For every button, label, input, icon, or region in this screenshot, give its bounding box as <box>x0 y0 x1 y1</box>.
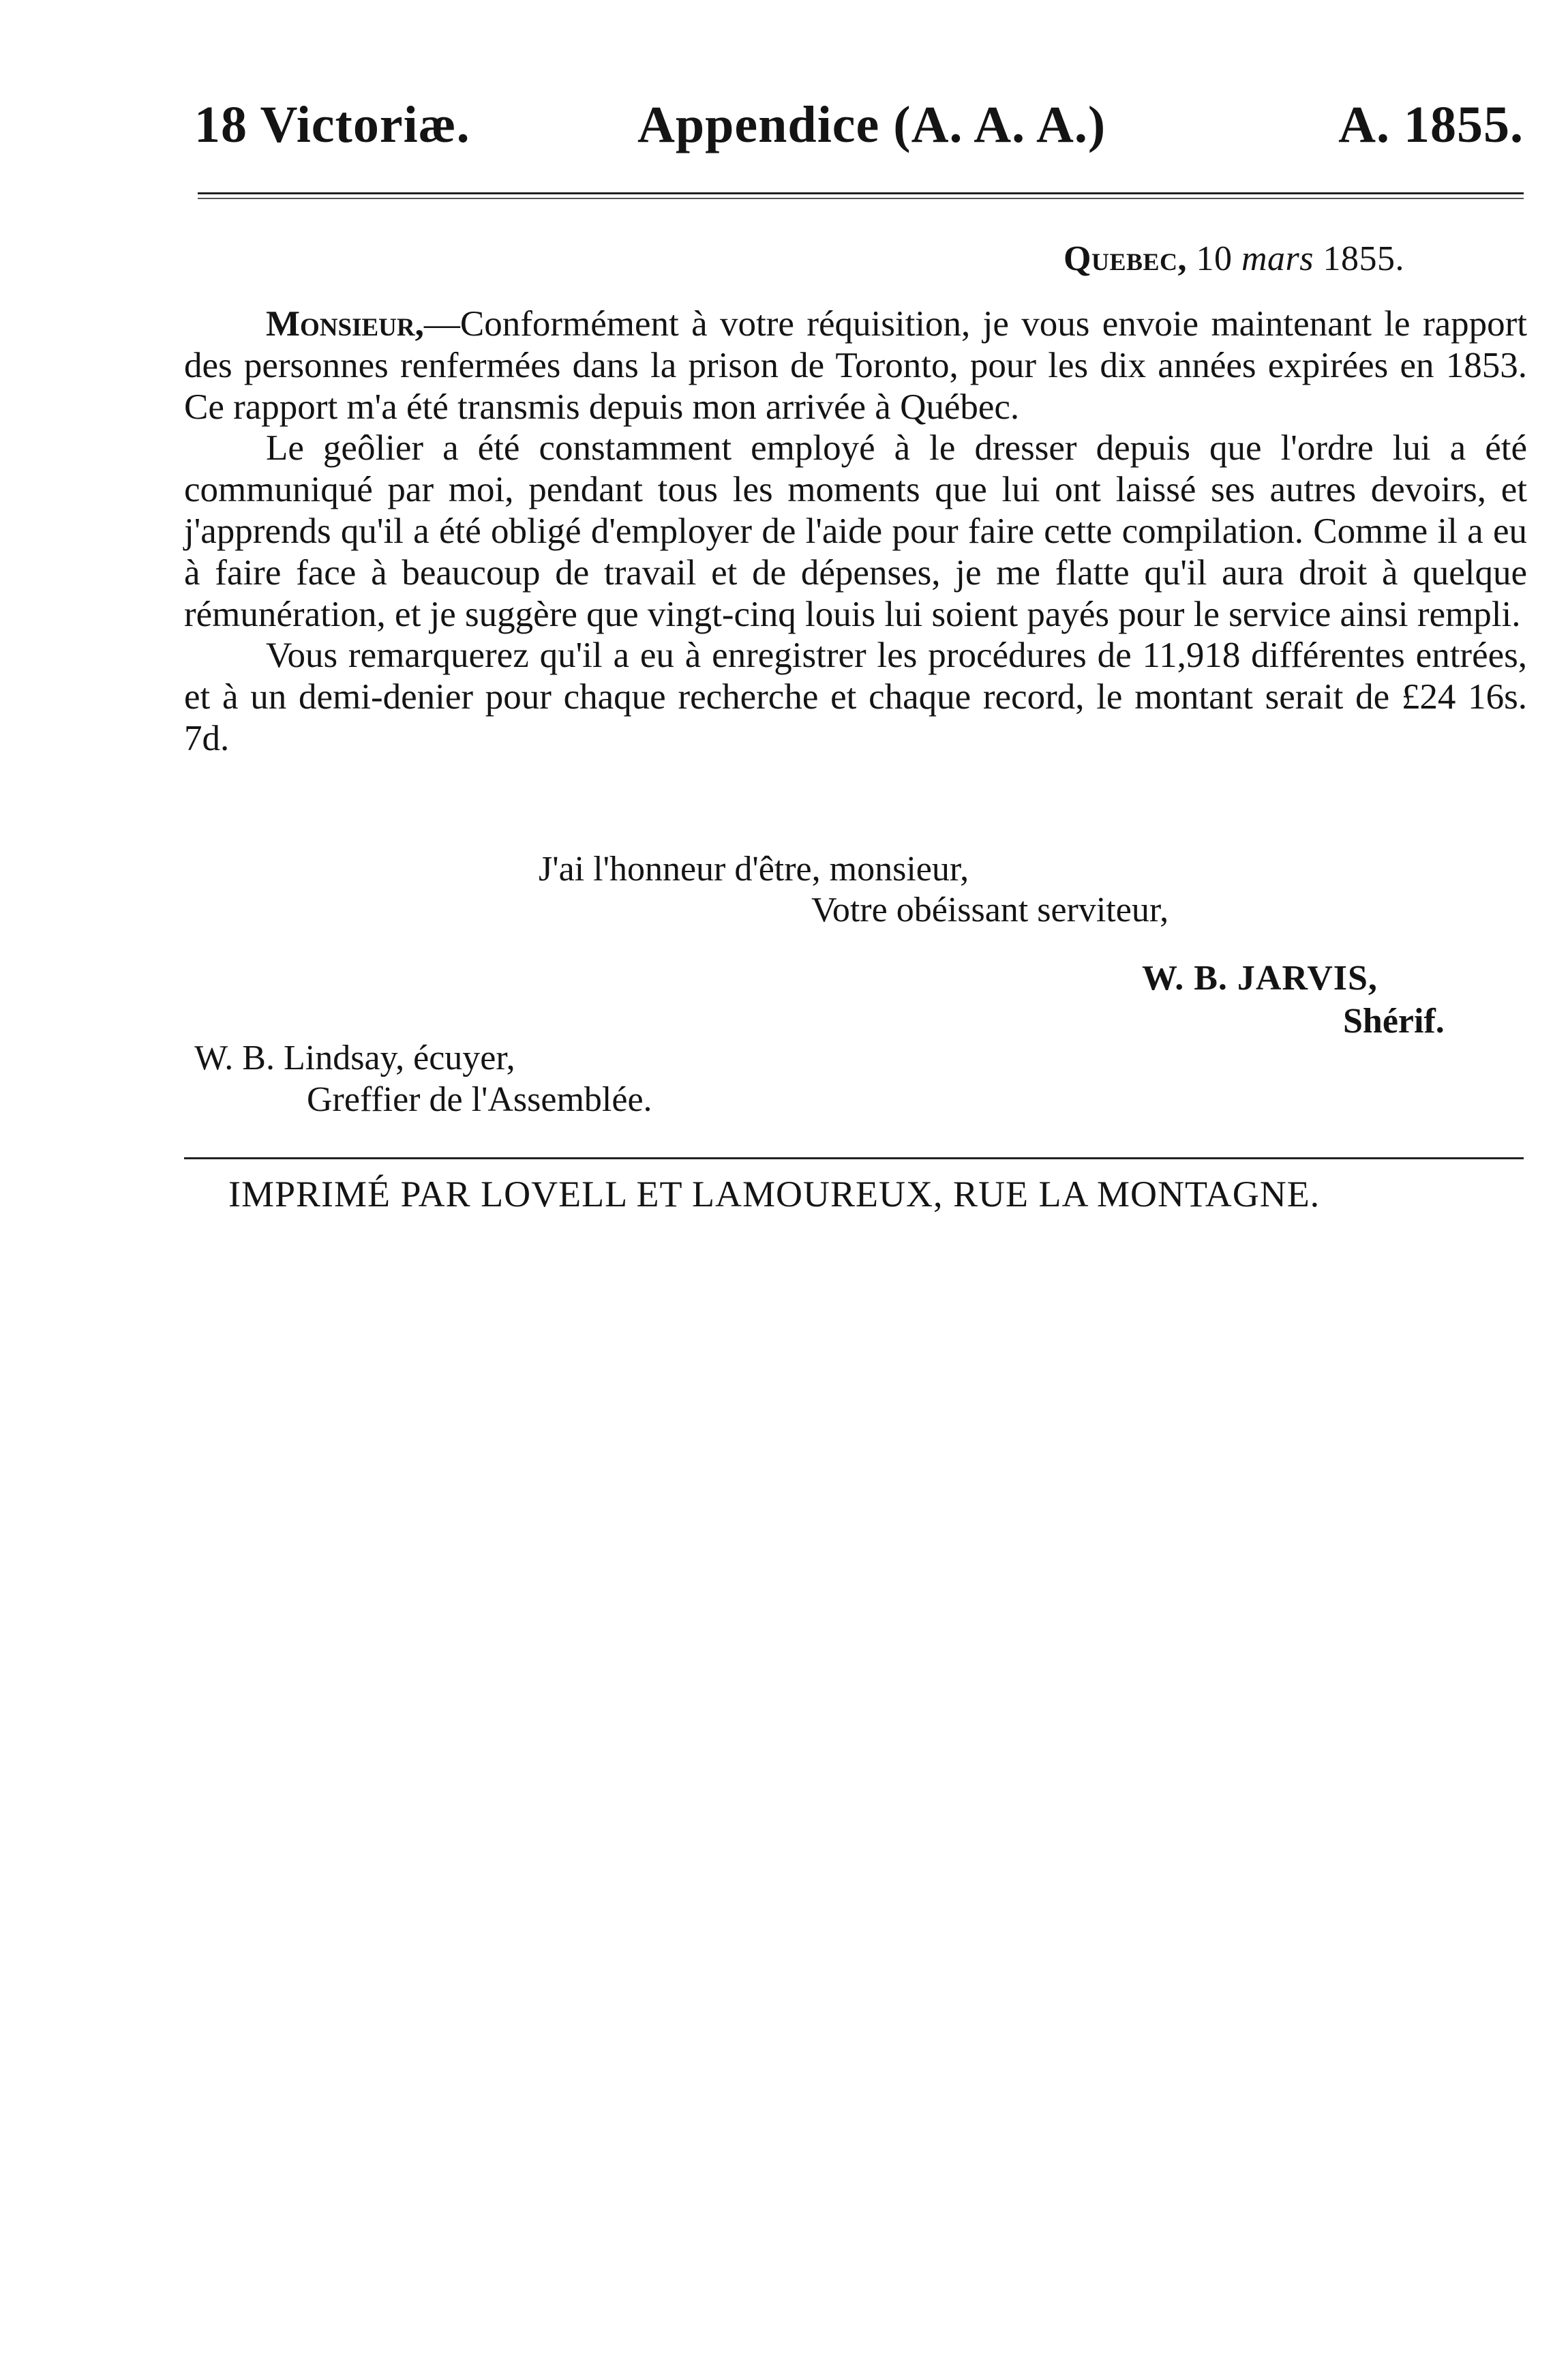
salutation: Monsieur, <box>266 304 424 344</box>
dateline <box>1064 239 1404 279</box>
paragraph-1-text: —Conformément à votre réquisition, je vous envoie maintenant le rapport des personnes renfermées dans la prison de Toronto, pour les dix années expirées en 1853. Ce rapport m'a été transmis depuis mon arrivée à Québec. <box>184 304 1527 427</box>
paragraph-3: Vous remarquerez qu'il a eu à enregistrer les procédures de 11,918 différentes entrées, et à un demi-denier pour chaque recherche et chaque record, le montant serait de £24 16s. 7d. <box>184 636 1527 758</box>
printer-imprint: IMPRIMÉ PAR LOVELL ET LAMOUREUX, RUE LA MONTAGNE. <box>228 1174 1321 1215</box>
header-regnal-year: 18 Victoriæ. <box>194 96 470 153</box>
header-year: A. 1855. <box>1338 96 1524 153</box>
signature-title: Shérif. <box>1343 1002 1445 1041</box>
signature-name: W. B. JARVIS, <box>1142 959 1378 998</box>
closing-line-2: Votre obéissant serviteur, <box>811 891 1169 929</box>
header-appendix: Appendice (A. A. A.) <box>637 96 1106 153</box>
header-rule-secondary <box>198 198 1524 199</box>
paragraph-1 <box>184 303 1527 428</box>
dateline-place: Quebec, <box>1064 239 1187 278</box>
header-rule <box>198 192 1524 194</box>
recipient-title: Greffier de l'Assemblée. <box>307 1080 652 1119</box>
paragraph-2: Le geôlier a été constamment employé à le dresser depuis que l'ordre lui a été communiqué par moi, pendant tous les moments que lui ont laissé ses autres devoirs, et j'apprends qu'il a été obligé d'employer de l'aide pour faire cette compilation. Comme il a eu à faire face à beaucoup de travail et de dépenses, je me flatte qu'il aura droit à quelque rémunération, et je suggère que vingt-cinq louis lui soient payés pour le service ainsi rempli. <box>184 428 1527 634</box>
dateline-year: 1855. <box>1323 239 1405 278</box>
recipient-name: W. B. Lindsay, écuyer, <box>194 1039 515 1077</box>
dateline-day: 10 <box>1196 239 1233 278</box>
closing-line-1: J'ai l'honneur d'être, monsieur, <box>539 850 969 889</box>
letter-body <box>184 303 1527 760</box>
running-header <box>194 95 1524 157</box>
dateline-month: mars <box>1241 239 1314 278</box>
footer-rule <box>184 1157 1524 1159</box>
